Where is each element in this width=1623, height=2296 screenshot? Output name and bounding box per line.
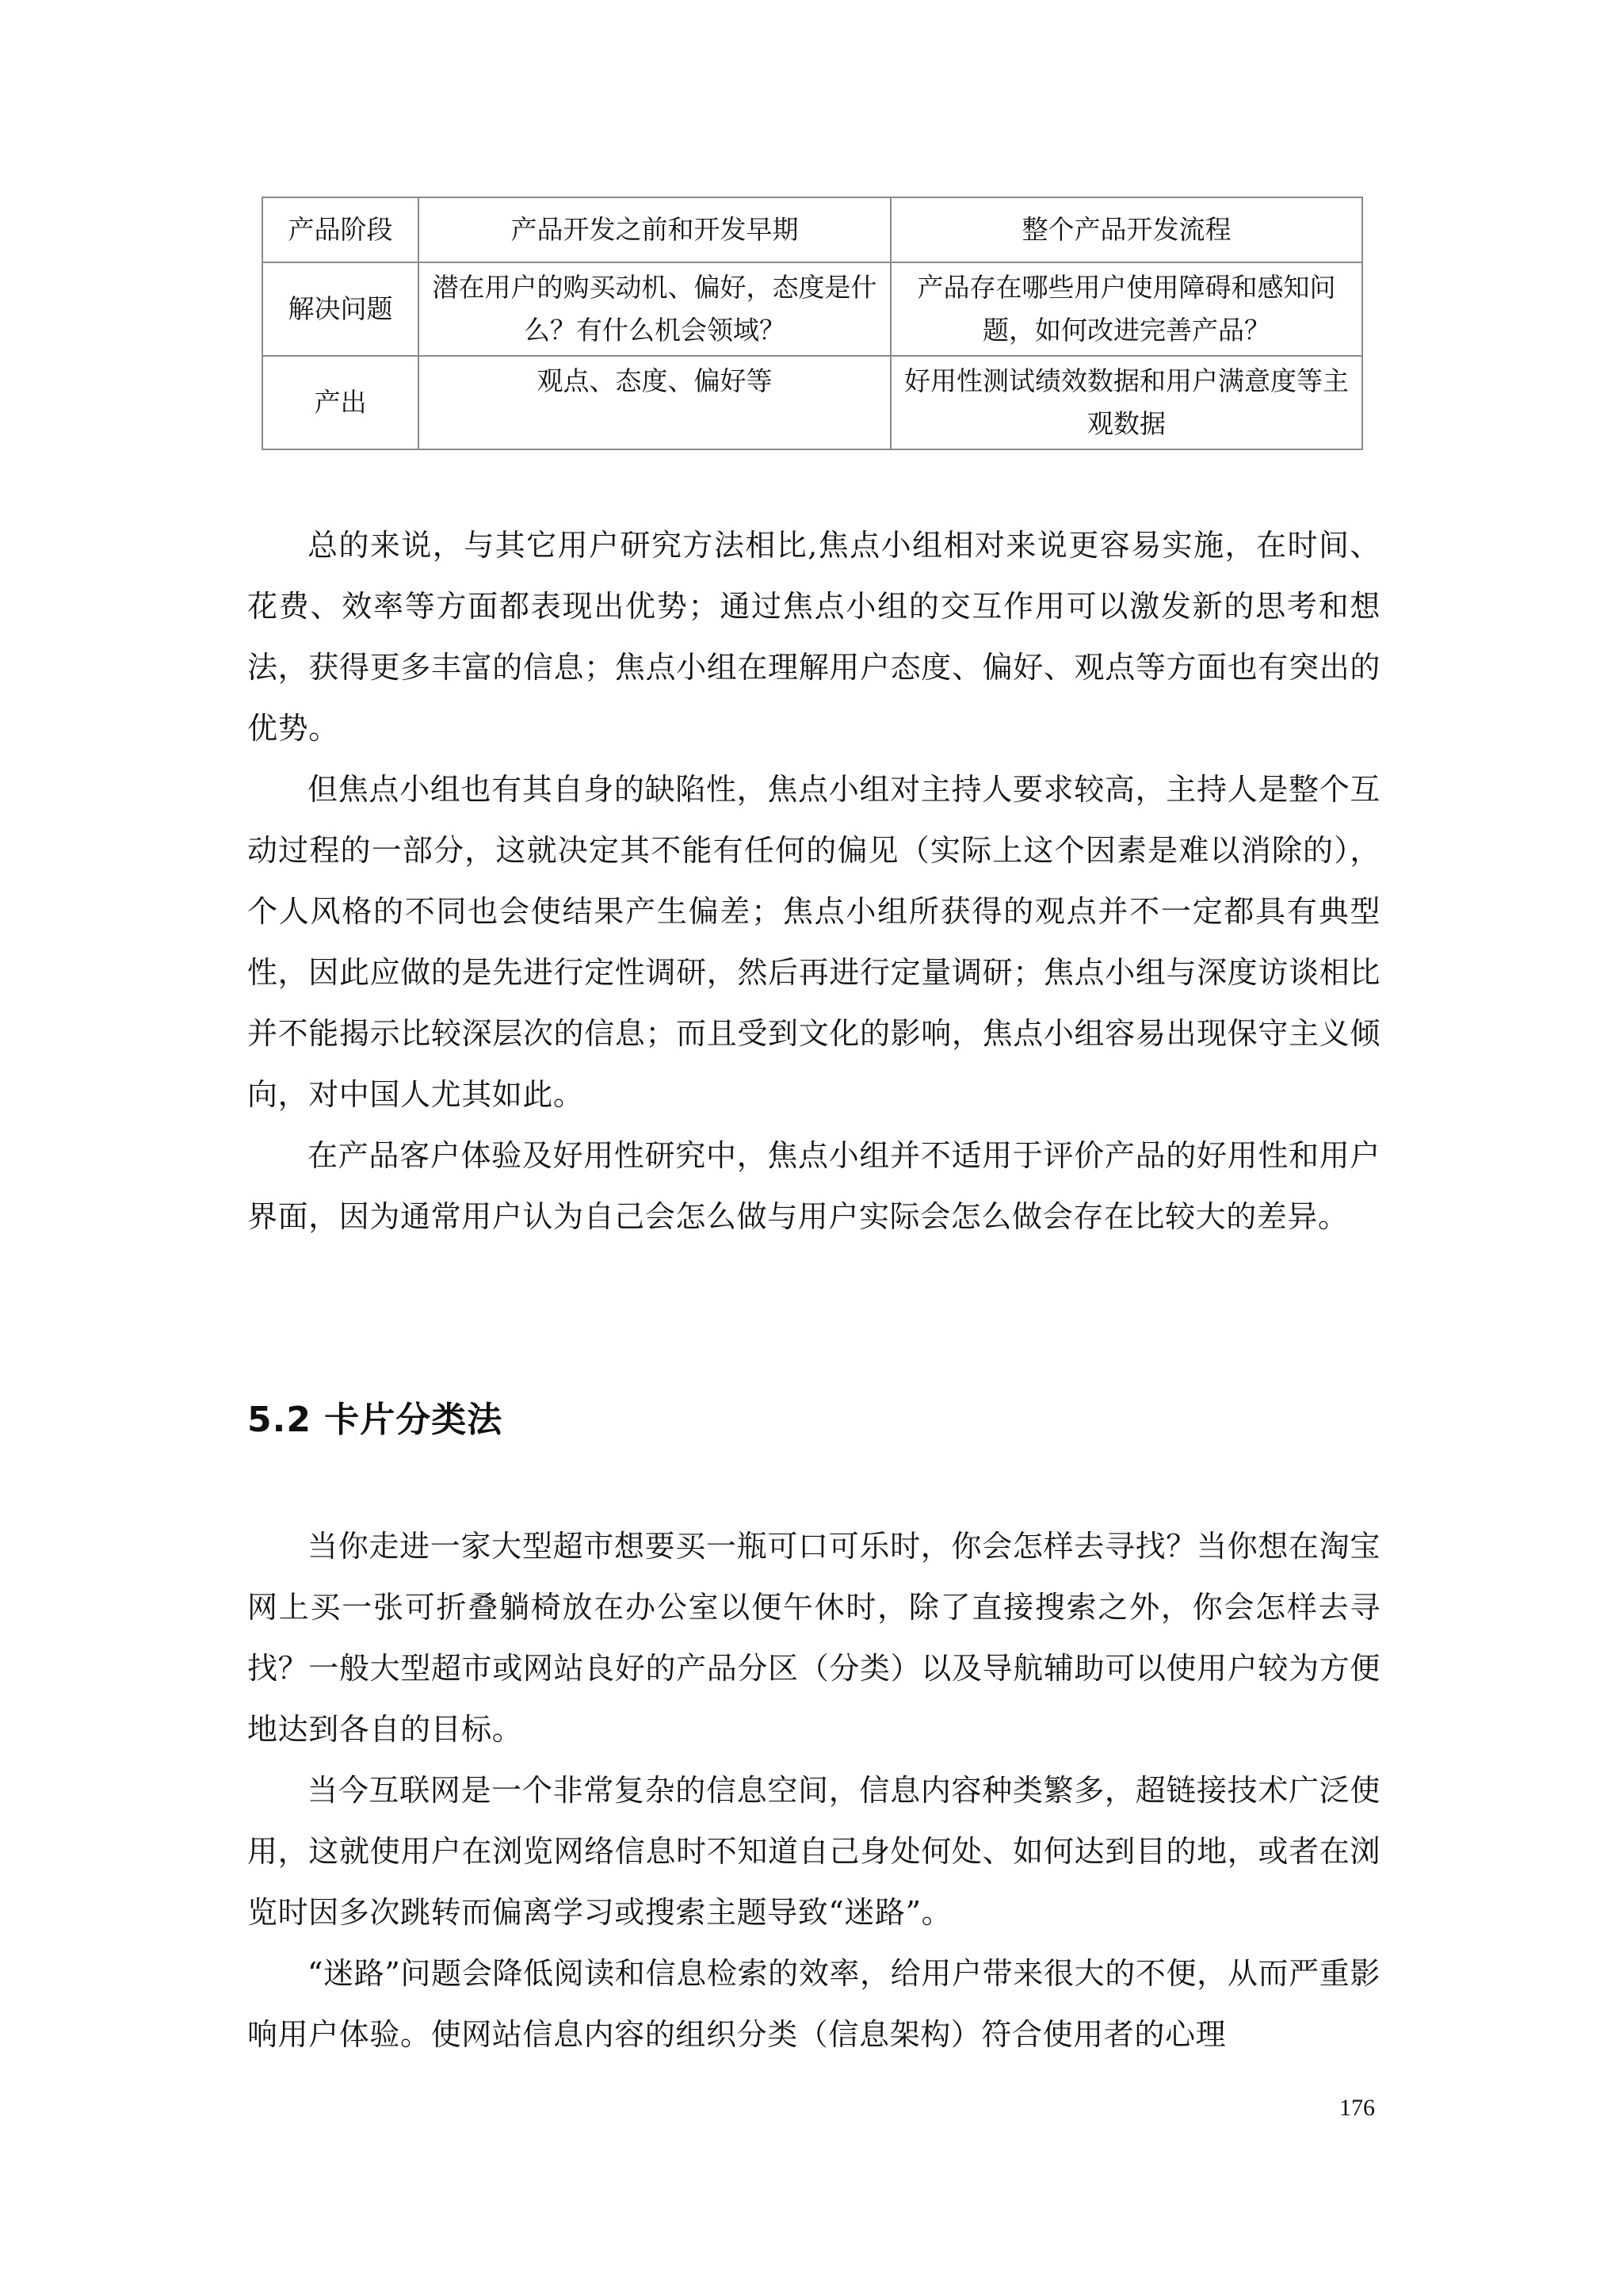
comparison-table — [262, 197, 1363, 450]
table-cell: 好用性测试绩效数据和用户满意度等主观数据 — [891, 356, 1362, 449]
page-number: 176 — [1339, 2095, 1375, 2121]
table-cell: 整个产品开发流程 — [891, 197, 1362, 262]
table-cell: 产出 — [262, 356, 418, 449]
paragraph: 当今互联网是一个非常复杂的信息空间，信息内容种类繁多，超链接技术广泛使用，这就使用户在浏览网络信息时不知道自己身处何处、如何达到目的地，或者在浏览时因多次跳转而偏离学习或搜索主题导致“迷路”。 — [247, 1773, 1381, 1930]
table-row — [262, 197, 1362, 262]
table-cell: 潜在用户的购买动机、偏好，态度是什么？有什么机会领域？ — [418, 262, 891, 356]
paragraph: 总的来说，与其它用户研究方法相比,焦点小组相对来说更容易实施，在时间、花费、效率等方面都表现出优势；通过焦点小组的交互作用可以激发新的思考和想法，获得更多丰富的信息；焦点小组在理解用户态度、偏好、观点等方面也有突出的优势。 — [247, 528, 1381, 746]
paragraph: 当你走进一家大型超市想要买一瓶可口可乐时，你会怎样去寻找？当你想在淘宝网上买一张可折叠躺椅放在办公室以便午休时，除了直接搜索之外，你会怎样去寻找？一般大型超市或网站良好的产品分区（分类）以及导航辅助可以使用户较为方便地达到各自的目标。 — [247, 1529, 1381, 1747]
section-heading: 5.2 卡片分类法 — [247, 1400, 503, 1440]
paragraph: “迷路”问题会降低阅读和信息检索的效率，给用户带来很大的不便，从而严重影响用户体验。使网站信息内容的组织分类（信息架构）符合使用者的心理 — [247, 1956, 1381, 2052]
table-cell: 产品存在哪些用户使用障碍和感知问题，如何改进完善产品？ — [891, 262, 1362, 356]
table-row — [262, 356, 1362, 449]
table-cell: 产品阶段 — [262, 197, 418, 262]
table-cell: 产品开发之前和开发早期 — [418, 197, 891, 262]
table-cell: 观点、态度、偏好等 — [418, 356, 891, 449]
table-cell: 解决问题 — [262, 262, 418, 356]
paragraph: 但焦点小组也有其自身的缺陷性，焦点小组对主持人要求较高，主持人是整个互动过程的一部分，这就决定其不能有任何的偏见（实际上这个因素是难以消除的），个人风格的不同也会使结果产生偏差；焦点小组所获得的观点并不一定都具有典型性，因此应做的是先进行定性调研，然后再进行定量调研；焦点小组与深度访谈相比并不能揭示比较深层次的信息；而且受到文化的影响，焦点小组容易出现保守主义倾向，对中国人尤其如此。 — [247, 772, 1381, 1112]
paragraph: 在产品客户体验及好用性研究中，焦点小组并不适用于评价产品的好用性和用户界面，因为通常用户认为自己会怎么做与用户实际会怎么做会存在比较大的差异。 — [247, 1138, 1381, 1234]
table-row — [262, 262, 1362, 356]
